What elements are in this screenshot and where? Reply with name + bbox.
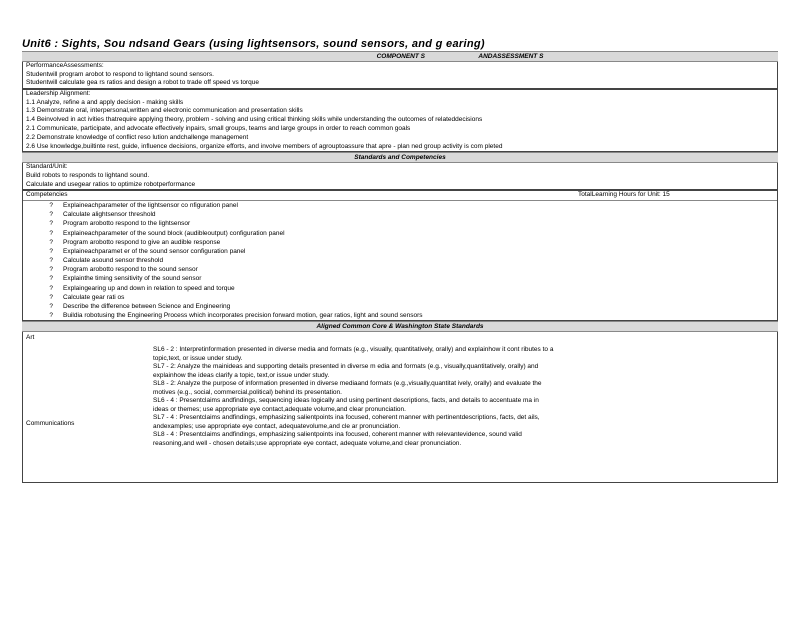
competency-text: Calculate alightsensor threshold <box>63 211 156 219</box>
assessments-label: ANDASSESSMENT S <box>478 53 544 60</box>
standard-line: SL6 - 4 : Presentclaims andfindings, sequencing ideas logically and using pertinent descriptions, facts, and details to accentuate ma in <box>153 397 539 405</box>
standard-line: ideas or themes; use appropriate eye contact,adequate volume,and clear pronunciation. <box>153 405 406 413</box>
bullet-glyph: ? <box>49 275 53 283</box>
standard-line: SL7 - 2: Analyze the mainideas and supporting details presented in diverse m edia and formats (e.g., visually,quantitatively, orally) and <box>153 363 539 371</box>
communications-label: Communications <box>26 420 75 428</box>
competency-item <box>23 274 777 283</box>
competency-item <box>23 229 777 238</box>
competency-text: Program arobotto respond to the sound sensor <box>63 266 198 274</box>
standard-line: SL7 - 4 : Presentclaims andfindings, emphasizing salientpoints ina focused, coherent manner with pertinentdescriptions, facts, det ails, <box>153 414 540 422</box>
bullet-glyph: ? <box>49 284 53 292</box>
total-learning-hours: TotalLearning Hours for Unit: 15 <box>578 191 670 199</box>
standard-line: SL8 - 4 : Presentclaims andfindings, emphasizing salientpoints ina focused, coherent manner with relevantevidence, sound valid <box>153 431 522 439</box>
competency-item <box>23 311 777 320</box>
standard-line: motives (e.g., social, commercial,political) behind its presentation. <box>153 388 342 396</box>
competency-text: Explaineachparameter of the lightsensor co nfiguration panel <box>63 201 238 209</box>
competency-item <box>23 293 777 302</box>
leadership-label: Leadership Alignment: <box>26 90 91 98</box>
competencies-section <box>22 190 778 321</box>
performance-line: Studentwill program arobot to respond to lightand sound sensors. <box>26 70 214 78</box>
performance-section <box>22 62 778 89</box>
competency-item <box>23 284 777 293</box>
competencies-header <box>23 191 777 200</box>
standard-unit-label: Standard/Unit: <box>26 163 68 171</box>
unit-title: Unit6 : Sights, Sou ndsand Gears (using lightsensors, sound sensors, and g earing) <box>22 38 485 50</box>
standards-bar: Standards and Competencies <box>22 152 778 163</box>
competency-item <box>23 247 777 256</box>
art-label: Art <box>26 334 35 342</box>
leadership-line: 1.4 Beinvolved in act ivities thatrequire applying theory, problem - solving and using critical thinking skills while understanding the outcomes of relateddecisions <box>26 116 483 124</box>
bullet-glyph: ? <box>49 229 53 237</box>
competency-item <box>23 210 777 219</box>
competency-text: Calculate asound sensor threshold <box>63 257 164 265</box>
bullet-glyph: ? <box>49 293 53 301</box>
bullet-glyph: ? <box>49 303 53 311</box>
competency-text: Program arobotto respond to give an audible response <box>63 238 221 246</box>
performance-label: PerformanceAssessments: <box>26 62 104 69</box>
aligned-standards-bar: Aligned Common Core & Washington State Standards <box>22 321 778 332</box>
performance-line: Studentwill calculate gea rs ratios and design a robot to trade off speed vs torque <box>26 79 259 87</box>
bullet-glyph: ? <box>49 238 53 246</box>
competency-text: Program arobotto respond to the lightsensor <box>63 220 191 228</box>
competency-item <box>23 265 777 274</box>
standard-line: explainhow the ideas clarify a topic, text,or issue under study. <box>153 371 330 379</box>
competencies-list <box>23 200 777 320</box>
standard-unit-section <box>22 163 778 190</box>
standard-unit-line: Calculate and usegear ratios to optimize robotperformance <box>26 180 196 188</box>
standard-line: SL8 - 2: Analyze the purpose of information presented in diverse mediaand formats (e.g.,visually,quantitat ively, orally) and evaluate the <box>153 380 542 388</box>
standards-lines <box>153 346 773 448</box>
leadership-section <box>22 89 778 152</box>
competency-text: Explainthe timing sensitivity of the sound sensor <box>63 275 202 283</box>
competency-item <box>23 219 777 228</box>
bullet-glyph: ? <box>49 220 53 228</box>
competency-text: Explaineachparameter of the sound block (audibleoutput) configuration panel <box>63 229 285 237</box>
competency-item <box>23 201 777 210</box>
standard-line: andexamples; use appropriate eye contact, adequatevolume,and cle ar pronunciation. <box>153 422 401 430</box>
leadership-line: 2.2 Demonstrate knowledge of conflict reso lution andchallenge management <box>26 133 249 141</box>
competency-text: Calculate gear rati os <box>63 293 125 301</box>
competency-text: Describe the difference between Science and Engineering <box>63 303 231 311</box>
competency-text: Explaingearing up and down in relation to speed and torque <box>63 284 235 292</box>
components-label: COMPONENT S <box>376 53 425 60</box>
bullet-glyph: ? <box>49 211 53 219</box>
components-header-bar <box>22 51 778 62</box>
bullet-glyph: ? <box>49 312 53 320</box>
bullet-glyph: ? <box>49 247 53 255</box>
bullet-glyph: ? <box>49 201 53 209</box>
standard-unit-line: Build robots to responds to lightand sound. <box>26 171 150 179</box>
leadership-line: 1.1 Analyze, refine a and apply decision - making skills <box>26 98 184 106</box>
bullet-glyph: ? <box>49 266 53 274</box>
aligned-standards-section <box>22 332 778 483</box>
competency-item <box>23 238 777 247</box>
competency-text: Buildia robotusing the Engineering Process which incorporates precision forward motion, gear ratios, light and sound sensors <box>63 312 423 320</box>
standard-line: reasoning,and well - chosen details;use appropriate eye contact, adequate volume,and clear pronunciation. <box>153 439 462 447</box>
competencies-label: Competencies <box>26 191 68 199</box>
standard-line: SL6 - 2 : Interpretinformation presented in diverse media and formats (e.g., visually, quantitatively, orally) and explainhow it cont ributes to a <box>153 346 554 354</box>
leadership-line: 2.1 Communicate, participate, and advocate effectively inpairs, small groups, teams and large groups in order to reach common goals <box>26 124 411 132</box>
leadership-line: 2.6 Use knowledge,builtinte rest, guide, influence decisions, organize efforts, and involve members of agrouptoassure that apre - plan ned group activity is com pleted <box>26 142 503 150</box>
leadership-line: 1.3 Demonstrate oral, interpersonal,written and electronic communication and presentation skills <box>26 107 303 115</box>
document-page <box>22 38 778 483</box>
bullet-glyph: ? <box>49 257 53 265</box>
competency-item <box>23 302 777 311</box>
competency-text: Explaineachparamet er of the sound sensor configuration panel <box>63 247 246 255</box>
competency-item <box>23 256 777 265</box>
standard-line: topic,text, or issue under study. <box>153 354 243 362</box>
